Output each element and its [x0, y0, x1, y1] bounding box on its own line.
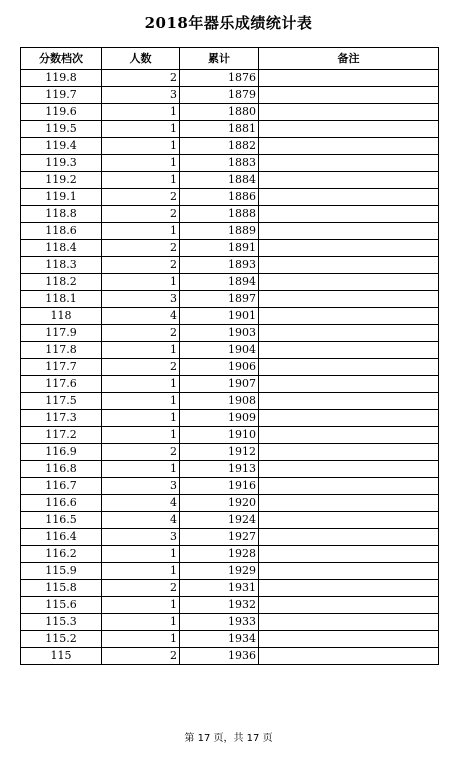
table-row	[21, 206, 439, 223]
count-cell: 3	[102, 87, 180, 104]
column-header-total: 累计	[180, 48, 259, 70]
score-cell: 119.5	[21, 121, 102, 138]
table-row	[21, 444, 439, 461]
count-cell: 4	[102, 308, 180, 325]
note-cell	[259, 189, 439, 206]
total-cell: 1891	[180, 240, 259, 257]
total-cell: 1920	[180, 495, 259, 512]
score-cell: 119.2	[21, 172, 102, 189]
score-cell: 118.2	[21, 274, 102, 291]
count-cell: 1	[102, 155, 180, 172]
table-row	[21, 427, 439, 444]
count-cell: 2	[102, 648, 180, 665]
total-cell: 1909	[180, 410, 259, 427]
total-cell: 1881	[180, 121, 259, 138]
score-cell: 117.2	[21, 427, 102, 444]
score-cell: 117.5	[21, 393, 102, 410]
note-cell	[259, 206, 439, 223]
total-cell: 1913	[180, 461, 259, 478]
count-cell: 1	[102, 614, 180, 631]
total-cell: 1936	[180, 648, 259, 665]
note-cell	[259, 393, 439, 410]
table-header-row	[21, 48, 439, 70]
count-cell: 2	[102, 359, 180, 376]
count-cell: 1	[102, 563, 180, 580]
note-cell	[259, 308, 439, 325]
score-cell: 115	[21, 648, 102, 665]
count-cell: 1	[102, 172, 180, 189]
note-cell	[259, 478, 439, 495]
score-cell: 119.4	[21, 138, 102, 155]
score-cell: 116.9	[21, 444, 102, 461]
count-cell: 2	[102, 257, 180, 274]
note-cell	[259, 291, 439, 308]
table-row	[21, 155, 439, 172]
note-cell	[259, 257, 439, 274]
count-cell: 1	[102, 546, 180, 563]
table-row	[21, 478, 439, 495]
table-row	[21, 614, 439, 631]
total-cell: 1933	[180, 614, 259, 631]
column-header-note: 备注	[259, 48, 439, 70]
total-cell: 1924	[180, 512, 259, 529]
score-cell: 116.6	[21, 495, 102, 512]
table-row	[21, 529, 439, 546]
table-row	[21, 359, 439, 376]
score-cell: 119.8	[21, 70, 102, 87]
table-row	[21, 308, 439, 325]
note-cell	[259, 461, 439, 478]
score-cell: 119.6	[21, 104, 102, 121]
total-cell: 1888	[180, 206, 259, 223]
total-cell: 1889	[180, 223, 259, 240]
page-number: 第 17 页，共 17 页	[184, 733, 273, 744]
note-cell	[259, 121, 439, 138]
score-cell: 115.2	[21, 631, 102, 648]
total-cell: 1882	[180, 138, 259, 155]
table-row	[21, 172, 439, 189]
score-cell: 119.7	[21, 87, 102, 104]
score-cell: 115.8	[21, 580, 102, 597]
count-cell: 1	[102, 121, 180, 138]
note-cell	[259, 563, 439, 580]
total-cell: 1928	[180, 546, 259, 563]
table-row	[21, 70, 439, 87]
total-cell: 1886	[180, 189, 259, 206]
table-row	[21, 393, 439, 410]
score-cell: 118.6	[21, 223, 102, 240]
column-header-score: 分数档次	[21, 48, 102, 70]
table-row	[21, 291, 439, 308]
table-row	[21, 580, 439, 597]
total-cell: 1927	[180, 529, 259, 546]
count-cell: 1	[102, 597, 180, 614]
count-cell: 1	[102, 138, 180, 155]
count-cell: 1	[102, 393, 180, 410]
total-cell: 1934	[180, 631, 259, 648]
note-cell	[259, 104, 439, 121]
count-cell: 2	[102, 206, 180, 223]
score-cell: 118.1	[21, 291, 102, 308]
table-row	[21, 87, 439, 104]
table-row	[21, 461, 439, 478]
note-cell	[259, 495, 439, 512]
note-cell	[259, 359, 439, 376]
count-cell: 1	[102, 376, 180, 393]
total-cell: 1883	[180, 155, 259, 172]
note-cell	[259, 138, 439, 155]
score-cell: 118	[21, 308, 102, 325]
table-row	[21, 410, 439, 427]
note-cell	[259, 155, 439, 172]
score-cell: 116.4	[21, 529, 102, 546]
total-cell: 1929	[180, 563, 259, 580]
note-cell	[259, 342, 439, 359]
total-cell: 1910	[180, 427, 259, 444]
total-cell: 1880	[180, 104, 259, 121]
table-row	[21, 495, 439, 512]
total-cell: 1879	[180, 87, 259, 104]
table-row	[21, 342, 439, 359]
table-row	[21, 257, 439, 274]
total-cell: 1908	[180, 393, 259, 410]
count-cell: 1	[102, 223, 180, 240]
note-cell	[259, 427, 439, 444]
table-row	[21, 631, 439, 648]
total-cell: 1894	[180, 274, 259, 291]
table-row	[21, 597, 439, 614]
table-row	[21, 274, 439, 291]
page-title: 2018年器乐成绩统计表	[144, 14, 313, 32]
score-cell: 117.6	[21, 376, 102, 393]
note-cell	[259, 240, 439, 257]
score-cell: 118.8	[21, 206, 102, 223]
total-cell: 1893	[180, 257, 259, 274]
table-row	[21, 376, 439, 393]
table-row	[21, 546, 439, 563]
score-cell: 117.3	[21, 410, 102, 427]
table-row	[21, 223, 439, 240]
count-cell: 1	[102, 342, 180, 359]
note-cell	[259, 325, 439, 342]
score-cell: 119.1	[21, 189, 102, 206]
total-cell: 1931	[180, 580, 259, 597]
score-cell: 117.7	[21, 359, 102, 376]
column-header-count: 人数	[102, 48, 180, 70]
score-cell: 117.9	[21, 325, 102, 342]
note-cell	[259, 580, 439, 597]
score-cell: 115.6	[21, 597, 102, 614]
total-cell: 1901	[180, 308, 259, 325]
score-cell: 116.8	[21, 461, 102, 478]
count-cell: 2	[102, 580, 180, 597]
score-cell: 119.3	[21, 155, 102, 172]
total-cell: 1912	[180, 444, 259, 461]
score-cell: 115.9	[21, 563, 102, 580]
count-cell: 2	[102, 325, 180, 342]
total-cell: 1916	[180, 478, 259, 495]
count-cell: 3	[102, 529, 180, 546]
score-cell: 118.4	[21, 240, 102, 257]
table-body	[21, 70, 439, 665]
table-row	[21, 189, 439, 206]
table-row	[21, 563, 439, 580]
note-cell	[259, 410, 439, 427]
total-cell: 1906	[180, 359, 259, 376]
count-cell: 2	[102, 444, 180, 461]
total-cell: 1907	[180, 376, 259, 393]
total-cell: 1903	[180, 325, 259, 342]
note-cell	[259, 223, 439, 240]
score-cell: 116.7	[21, 478, 102, 495]
count-cell: 1	[102, 631, 180, 648]
count-cell: 1	[102, 104, 180, 121]
count-cell: 2	[102, 240, 180, 257]
score-statistics-table	[20, 47, 439, 665]
table-row	[21, 512, 439, 529]
total-cell: 1904	[180, 342, 259, 359]
note-cell	[259, 648, 439, 665]
count-cell: 2	[102, 189, 180, 206]
count-cell: 1	[102, 427, 180, 444]
note-cell	[259, 529, 439, 546]
note-cell	[259, 274, 439, 291]
score-cell: 116.5	[21, 512, 102, 529]
note-cell	[259, 70, 439, 87]
score-cell: 118.3	[21, 257, 102, 274]
note-cell	[259, 631, 439, 648]
total-cell: 1876	[180, 70, 259, 87]
table-row	[21, 648, 439, 665]
note-cell	[259, 546, 439, 563]
note-cell	[259, 87, 439, 104]
count-cell: 1	[102, 274, 180, 291]
table-row	[21, 138, 439, 155]
count-cell: 1	[102, 410, 180, 427]
score-cell: 117.8	[21, 342, 102, 359]
table-row	[21, 104, 439, 121]
count-cell: 4	[102, 495, 180, 512]
note-cell	[259, 444, 439, 461]
count-cell: 4	[102, 512, 180, 529]
count-cell: 3	[102, 291, 180, 308]
score-cell: 116.2	[21, 546, 102, 563]
score-cell: 115.3	[21, 614, 102, 631]
note-cell	[259, 597, 439, 614]
count-cell: 3	[102, 478, 180, 495]
note-cell	[259, 614, 439, 631]
total-cell: 1897	[180, 291, 259, 308]
total-cell: 1932	[180, 597, 259, 614]
count-cell: 2	[102, 70, 180, 87]
table-row	[21, 325, 439, 342]
note-cell	[259, 512, 439, 529]
count-cell: 1	[102, 461, 180, 478]
total-cell: 1884	[180, 172, 259, 189]
note-cell	[259, 172, 439, 189]
note-cell	[259, 376, 439, 393]
table-row	[21, 240, 439, 257]
table-row	[21, 121, 439, 138]
